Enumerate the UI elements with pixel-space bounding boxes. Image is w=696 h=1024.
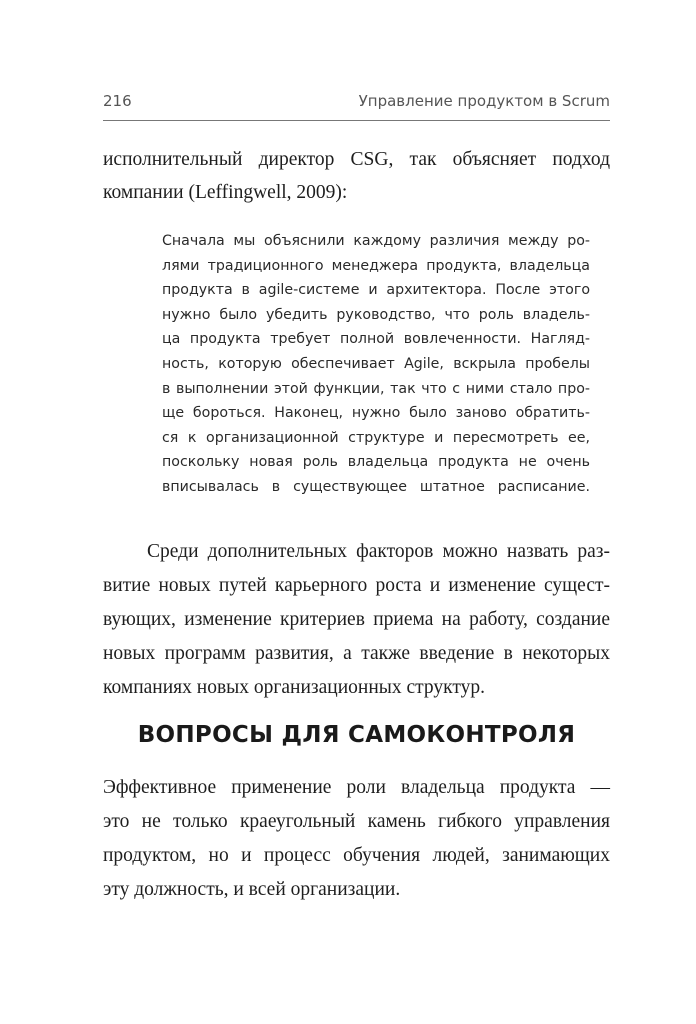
paragraph-summary (103, 771, 610, 907)
quote-line: нужно было убедить руководство, что роль владель- (162, 306, 590, 323)
quote-line: ца продукта требует полной вовлеченности. Нагляд- (162, 331, 590, 348)
text-line: это не только краеугольный камень гибкого управления (103, 811, 610, 832)
quote-line: лями традиционного менеджера продукта, владельца (162, 257, 590, 274)
block-quote (162, 229, 590, 500)
text-line: вующих, изменение критериев приема на работу, создание (103, 609, 610, 630)
text-line: эту должность, и всей организации. (103, 879, 401, 900)
text-line: Эффективное применение роли владельца продукта — (103, 777, 610, 798)
quote-line: Сначала мы объяснили каждому различия между ро- (162, 233, 590, 249)
quote-line: поскольку новая роль владельца продукта не очень (162, 454, 590, 471)
header-rule (103, 120, 610, 121)
quote-line: вписывалась в существующее штатное расписание. (162, 478, 590, 495)
text-line: компании (Leffingwell, 2009): (103, 182, 348, 203)
page-number: 216 (103, 92, 132, 110)
intro-paragraph (103, 143, 610, 209)
text-line: исполнительный директор CSG, так объясняет подход (103, 149, 610, 170)
quote-line: ще бороться. Наконец, нужно было заново обратить- (162, 405, 590, 422)
text-line: Среди дополнительных факторов можно назвать раз- (147, 541, 610, 562)
text-line: новых программ развития, а также введение в некоторых (103, 643, 610, 664)
quote-line: продукта в agile-системе и архитектора. После этого (162, 282, 590, 299)
section-heading: ВОПРОСЫ ДЛЯ САМОКОНТРОЛЯ (137, 722, 576, 748)
quote-line: в выполнении этой функции, так что с ними стало про- (162, 380, 590, 397)
quote-line: ся к организационной структуре и пересмотреть ее, (162, 429, 590, 446)
text-line: компаниях новых организационных структур. (103, 677, 485, 698)
running-header (103, 92, 610, 118)
running-title: Управление продуктом в Scrum (358, 92, 610, 110)
quote-line: ность, которую обеспечивает Agile, вскрыла пробелы (162, 355, 590, 372)
paragraph-factors (103, 535, 610, 705)
text-line: витие новых путей карьерного роста и изменение сущест- (103, 575, 610, 596)
text-line: продуктом, но и процесс обучения людей, занимающих (103, 845, 610, 866)
